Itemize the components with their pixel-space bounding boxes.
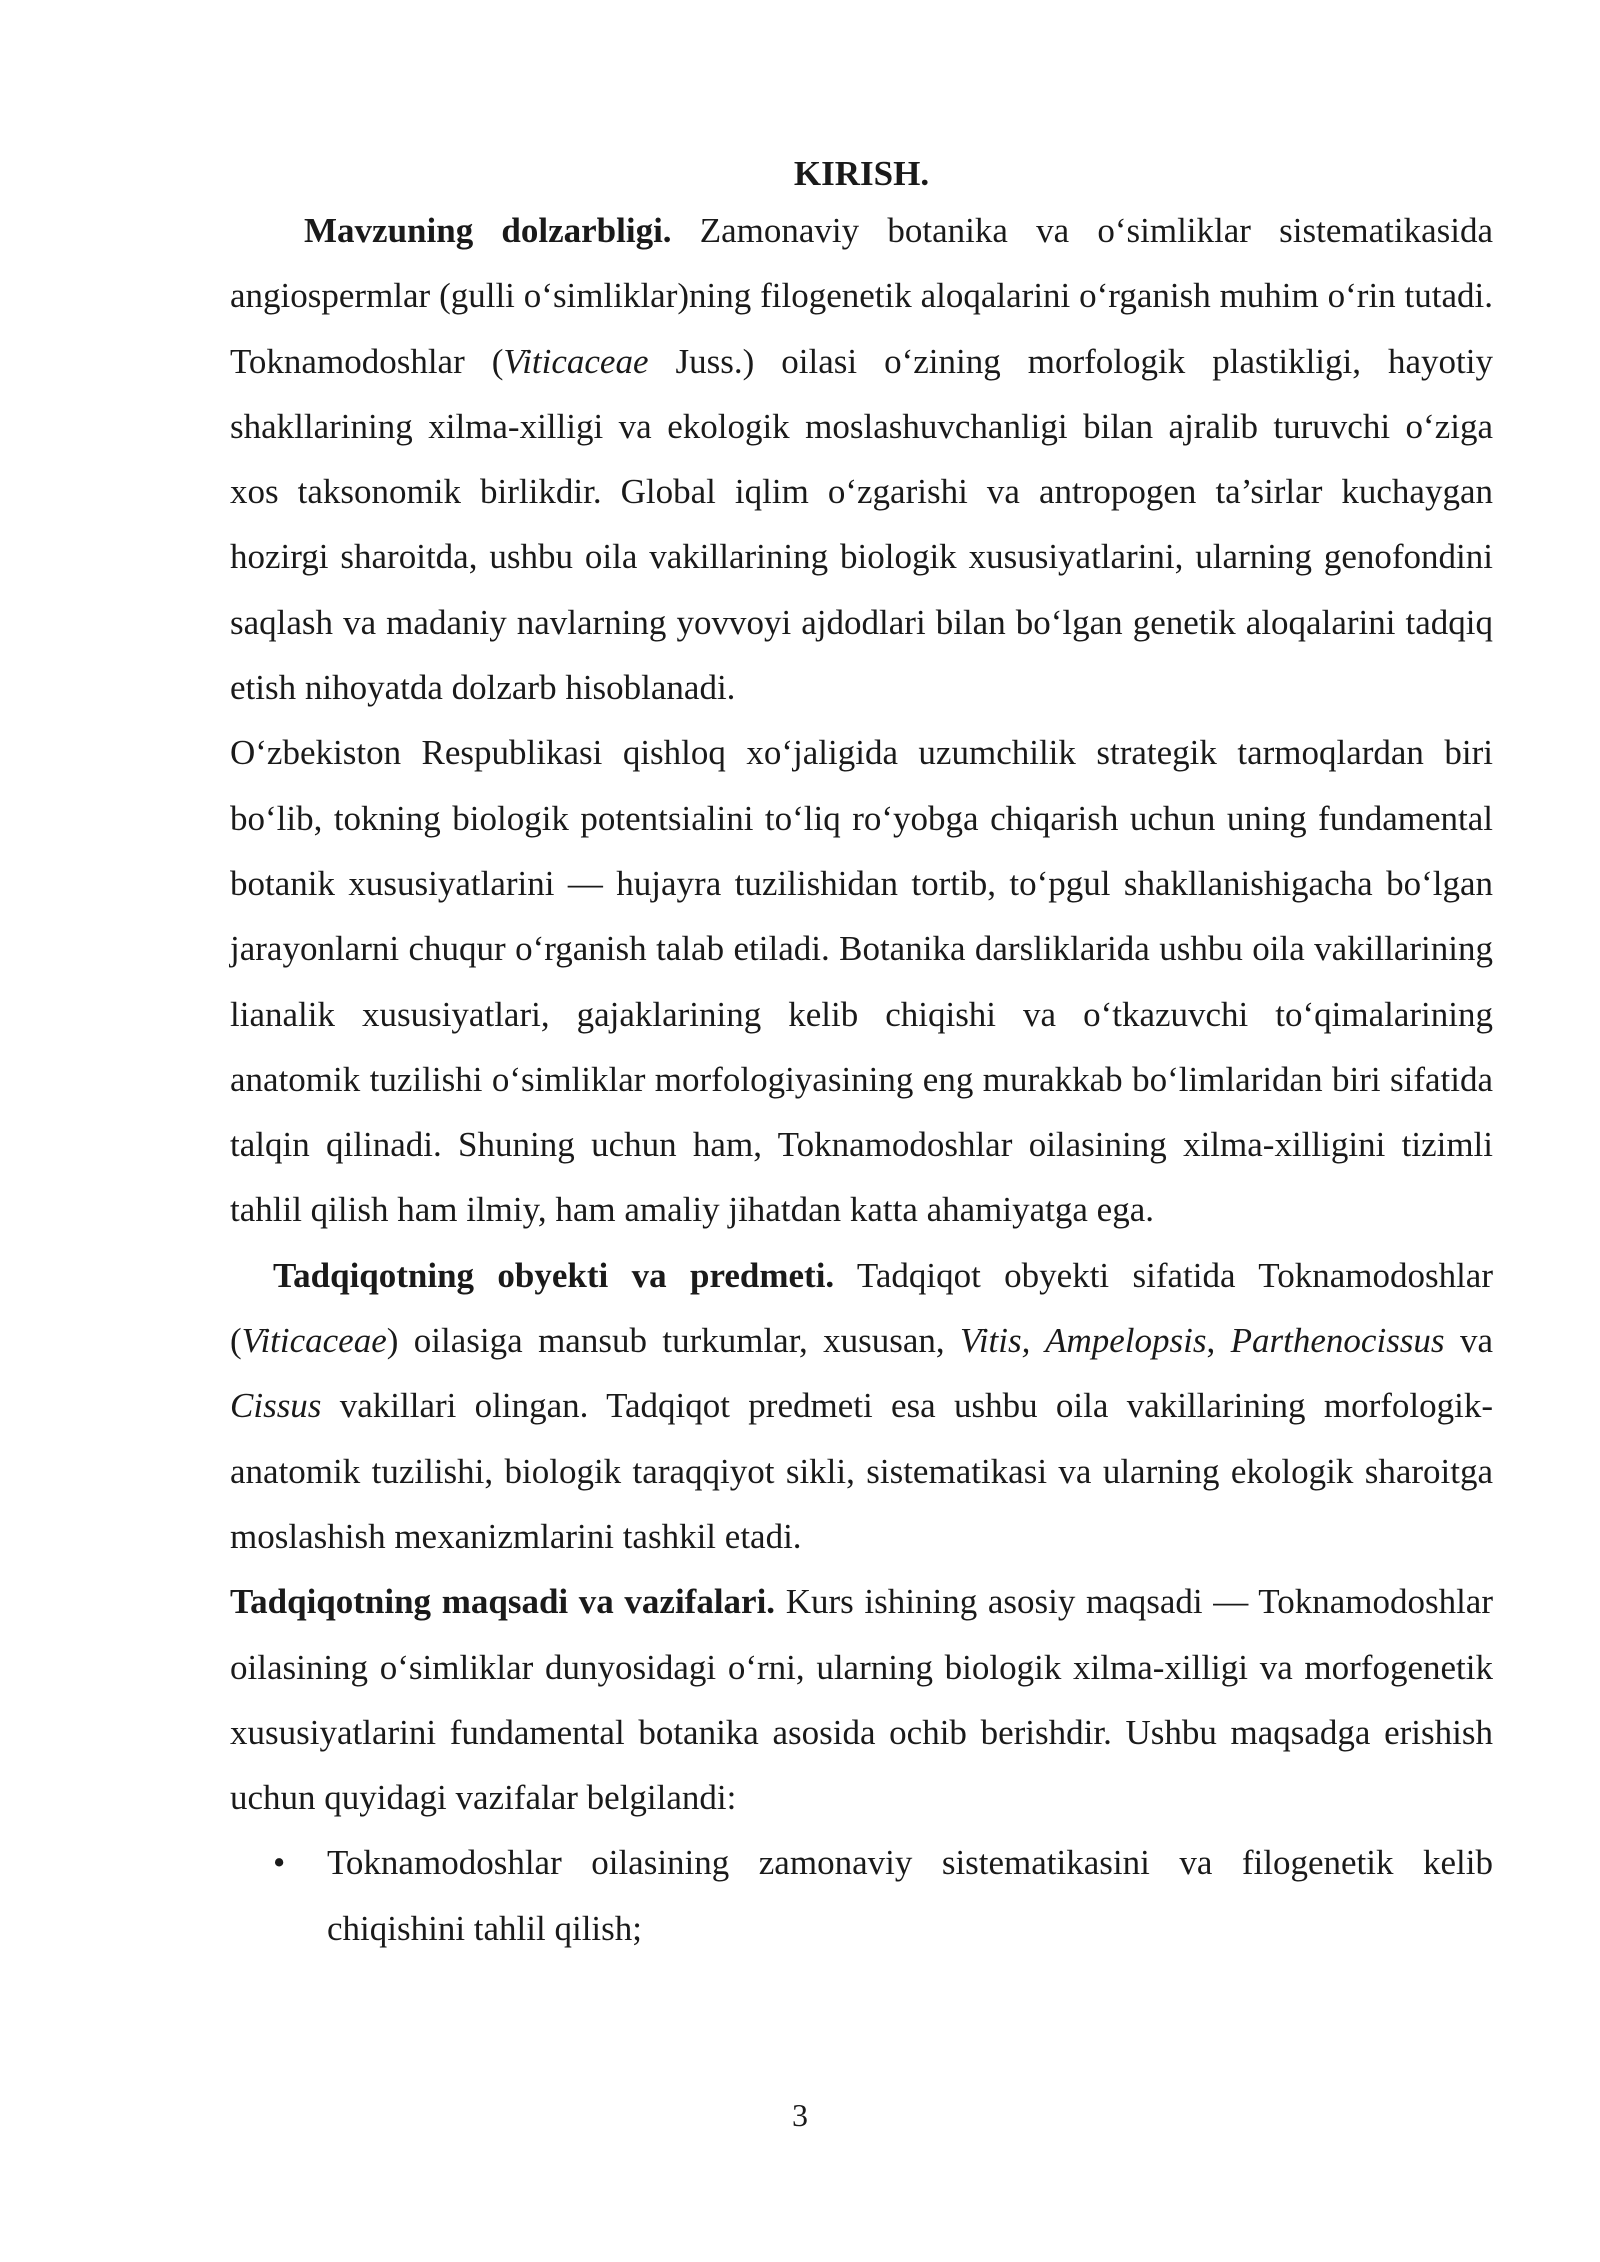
- paragraph-heading: Tadqiqotning obyekti va predmeti.: [273, 1255, 835, 1295]
- paragraph-text: Tadqiqot obyekti sifatida Toknamodoshlar (: [230, 1255, 1493, 1361]
- taxon-name: Vitis, Ampelopsis: [960, 1321, 1207, 1361]
- document-body: [230, 150, 1493, 1961]
- paragraph-uzbekistan: Oʻzbekiston Respublikasi qishloq xoʻjaligida uzumchilik strategik tarmoqlardan biri boʻlib, tokning biologik potentsialini toʻliq roʻyobga chiqarish uchun uning fundamental botanik xususiyatlarini — hujayra tuzilishidan tortib, toʻpgul shakllanishigacha boʻlgan jarayonlarni chuqur oʻrganish talab etiladi. Botanika darsliklarida ushbu oila vakillarining lianalik xususiyatlari, gajaklarining kelib chiqishi va oʻtkazuvchi toʻqimalarining anatomik tuzilishi oʻsimliklar morfologiyasining eng murakkab boʻlimlaridan biri sifatida talqin qilinadi. Shuning uchun ham, Toknamodoshlar oilasining xilma-xilligini tizimli tahlil qilish ham ilmiy, ham amaliy jihatdan katta ahamiyatga ega.: [230, 733, 1493, 1230]
- paragraph-object: [230, 1243, 1493, 1569]
- list-item-text: Toknamodoshlar oilasining zamonaviy sistematikasini va filogenetik kelib chiqishini tahlil qilish;: [327, 1843, 1493, 1948]
- bullet-icon: •: [273, 1843, 286, 1883]
- taxon-name: Viticaceae: [241, 1321, 387, 1361]
- paragraph-text: vakillari olingan. Tadqiqot predmeti esa ushbu oila vakillarining morfologik-anatomik tuzilishi, biologik taraqqiyot sikli, sistematikasi va ularning ekologik sharoitga moslashish mexanizmlarini tashkil etadi.: [230, 1386, 1493, 1556]
- paragraph-heading: Tadqiqotning maqsadi va vazifalari.: [230, 1582, 776, 1622]
- taxon-name: Parthenocissus: [1230, 1321, 1445, 1361]
- task-list: [230, 1830, 1493, 1961]
- paragraph-goals: [230, 1569, 1493, 1830]
- list-item: [230, 1830, 1493, 1961]
- page-number: 3: [792, 2097, 808, 2133]
- paragraph-relevance: [230, 198, 1493, 720]
- paragraph-text: Kurs ishining asosiy maqsadi — Toknamodoshlar oilasining oʻsimliklar dunyosidagi oʻrni, ularning biologik xilma-xilligi va morfogenetik xususiyatlarini fundamental botanika asosida ochib berishdir. Ushbu maqsadga erishish uchun quyidagi vazifalar belgilandi:: [230, 1582, 1493, 1818]
- taxon-name: Viticaceae: [503, 341, 649, 381]
- paragraph-text: va: [1444, 1321, 1493, 1361]
- section-title: KIRISH.: [793, 154, 930, 193]
- paragraph-text: Zamonaviy botanika va oʻsimliklar sistematikasida angiospermlar (gulli oʻsimliklar)ning filogenetik aloqalarini oʻrganish muhim oʻrin tutadi. Toknamodoshlar (: [230, 211, 1493, 381]
- paragraph-text: ) oilasiga mansub turkumlar, xususan,: [386, 1321, 961, 1361]
- paragraph-text: ,: [1206, 1321, 1231, 1361]
- taxon-name: Cissus: [230, 1386, 322, 1426]
- paragraph-text: Juss.) oilasi oʻzining morfologik plastikligi, hayotiy shakllarining xilma-xilligi va ekologik moslashuvchanligi bilan ajralib turuvchi oʻziga xos taksonomik birlikdir. Global iqlim oʻzgarishi va antropogen ta’sirlar kuchaygan hozirgi sharoitda, ushbu oila vakillarining biologik xususiyatlarini, ularning genofondini saqlash va madaniy navlarning yovvoyi ajdodlari bilan boʻlgan genetik aloqalarini tadqiq etish nihoyatda dolzarb hisoblanadi.: [230, 341, 1494, 708]
- paragraph-heading: Mavzuning dolzarbligi.: [304, 211, 672, 250]
